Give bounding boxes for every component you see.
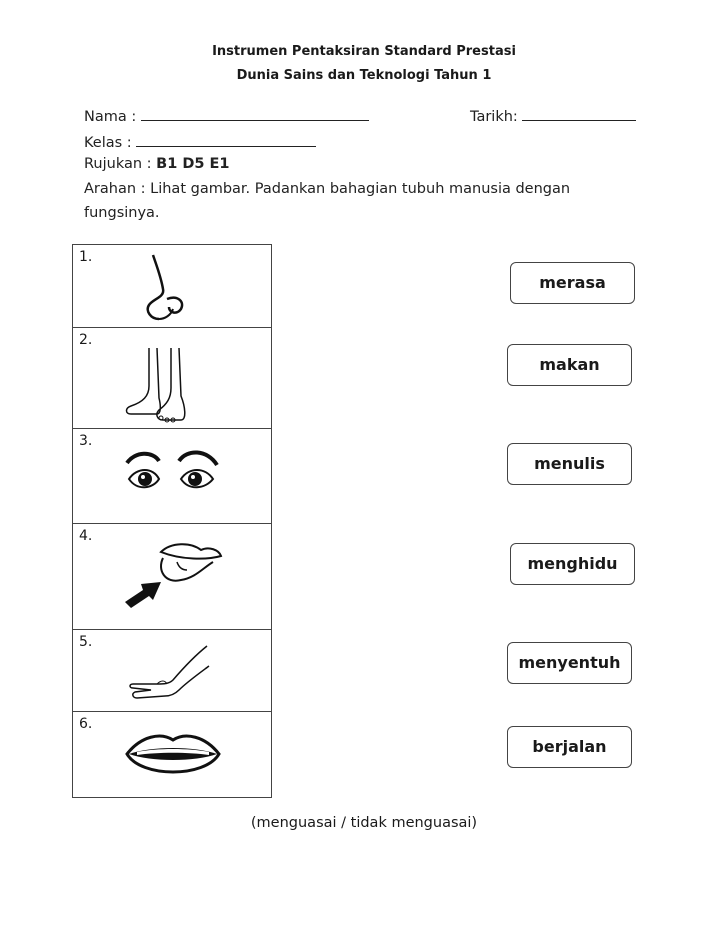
tongue-icon [121,540,225,622]
tarikh-label: Tarikh: [470,109,518,125]
worksheet-subtitle: Dunia Sains dan Teknologi Tahun 1 [236,68,492,83]
mouth-icon [121,728,225,782]
item-number: 4. [79,528,93,544]
word-box-menulis[interactable]: menulis [507,443,632,485]
item-number: 5. [79,634,93,650]
nama-label: Nama : [84,109,137,125]
word-box-menyentuh[interactable]: menyentuh [507,642,632,684]
nama-row [84,106,369,125]
item-number: 6. [79,716,93,732]
arahan-line-2: fungsinya. [84,205,160,221]
rujukan-row [84,156,230,172]
word-box-menghidu[interactable]: menghidu [510,543,635,585]
arahan-line-1: Arahan : Lihat gambar. Padankan bahagian tubuh manusia dengan [84,181,571,197]
eyes-icon [123,449,223,499]
nose-icon [143,253,193,323]
assessment-footer: (menguasai / tidak menguasai) [250,815,478,831]
word-box-merasa[interactable]: merasa [510,262,635,304]
feet-icon [123,346,203,424]
item-number: 1. [79,249,93,265]
tarikh-row [470,106,636,125]
kelas-row [84,132,316,151]
word-box-berjalan[interactable]: berjalan [507,726,632,768]
kelas-label: Kelas : [84,135,132,151]
item-row-4 [73,524,271,630]
item-number: 3. [79,433,93,449]
item-number: 2. [79,332,93,348]
item-row-2 [73,328,271,429]
kelas-field[interactable] [136,132,316,147]
tarikh-field[interactable] [522,106,636,121]
worksheet-title: Instrumen Pentaksiran Standard Prestasi [212,44,516,59]
item-row-6 [73,712,271,797]
item-row-3 [73,429,271,524]
item-row-1 [73,245,271,328]
picture-table [72,244,272,798]
word-box-makan[interactable]: makan [507,344,632,386]
rujukan-value: B1 D5 E1 [156,156,230,172]
item-row-5 [73,630,271,712]
rujukan-label: Rujukan : [84,156,152,172]
nama-field[interactable] [141,106,369,121]
hand-icon [127,644,211,704]
